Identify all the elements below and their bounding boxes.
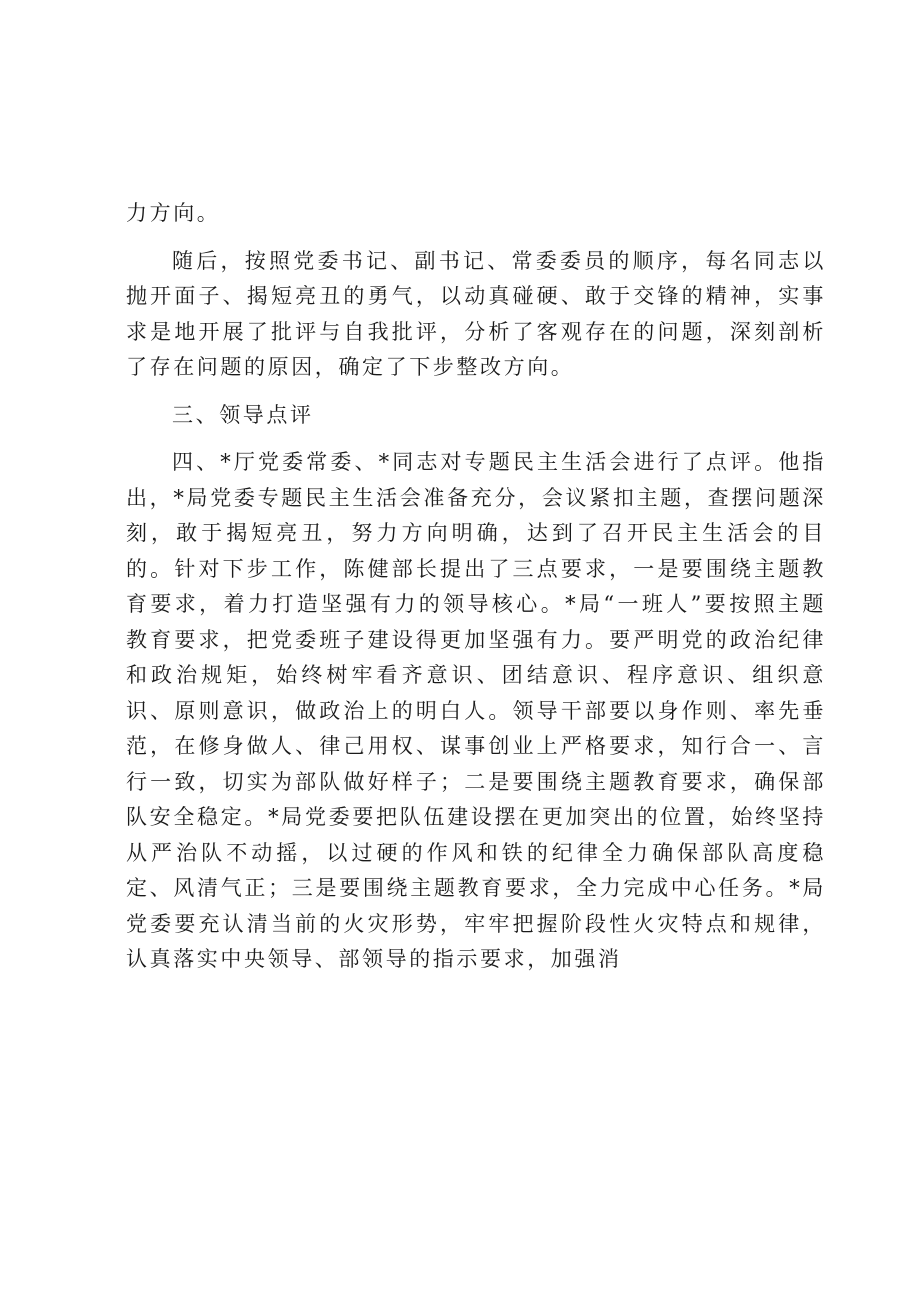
document-body [126, 196, 826, 978]
paragraph-leader-remarks: 四、*厅党委常委、*同志对专题民主生活会进行了点评。他指出，*局党委专题民主生活会准备充分，会议紧扣主题，查摆问题深刻，敢于揭短亮丑，努力方向明确，达到了召开民主生活会的目的。针对下步工作，陈健部长提出了三点要求，一是要围绕主题教育要求，着力打造坚强有力的领导核心。*局“一班人”要按照主题教育要求，把党委班子建设得更加坚强有力。要严明党的政治纪律和政治规矩，始终树牢看齐意识、团结意识、程序意识、组织意识、原则意识，做政治上的明白人。领导干部要以身作则、率先垂范，在修身做人、律己用权、谋事创业上严格要求，知行合一、言行一致，切实为部队做好样子；二是要围绕主题教育要求，确保部队安全稳定。*局党委要把队伍建设摆在更加突出的位置，始终坚持从严治队不动摇，以过硬的作风和铁的纪律全力确保部队高度稳定、风清气正；三是要围绕主题教育要求，全力完成中心任务。*局党委要充认清当前的火灾形势，牢牢把握阶段性火灾特点和规律，认真落实中央领导、部领导的指示要求，加强消 [126, 450, 826, 971]
paragraph-continuation: 力方向。 [126, 201, 221, 225]
paragraph-criticism: 随后，按照党委书记、副书记、常委委员的顺序，每名同志以抛开面子、揭短亮丑的勇气，以动真碰硬、敢于交锋的精神，实事求是地开展了批评与自我批评，分析了客观存在的问题，深刻剖析了存在问题的原因，确定了下步整改方向。 [126, 248, 826, 379]
section-heading-leader-review: 三、领导点评 [172, 402, 314, 427]
